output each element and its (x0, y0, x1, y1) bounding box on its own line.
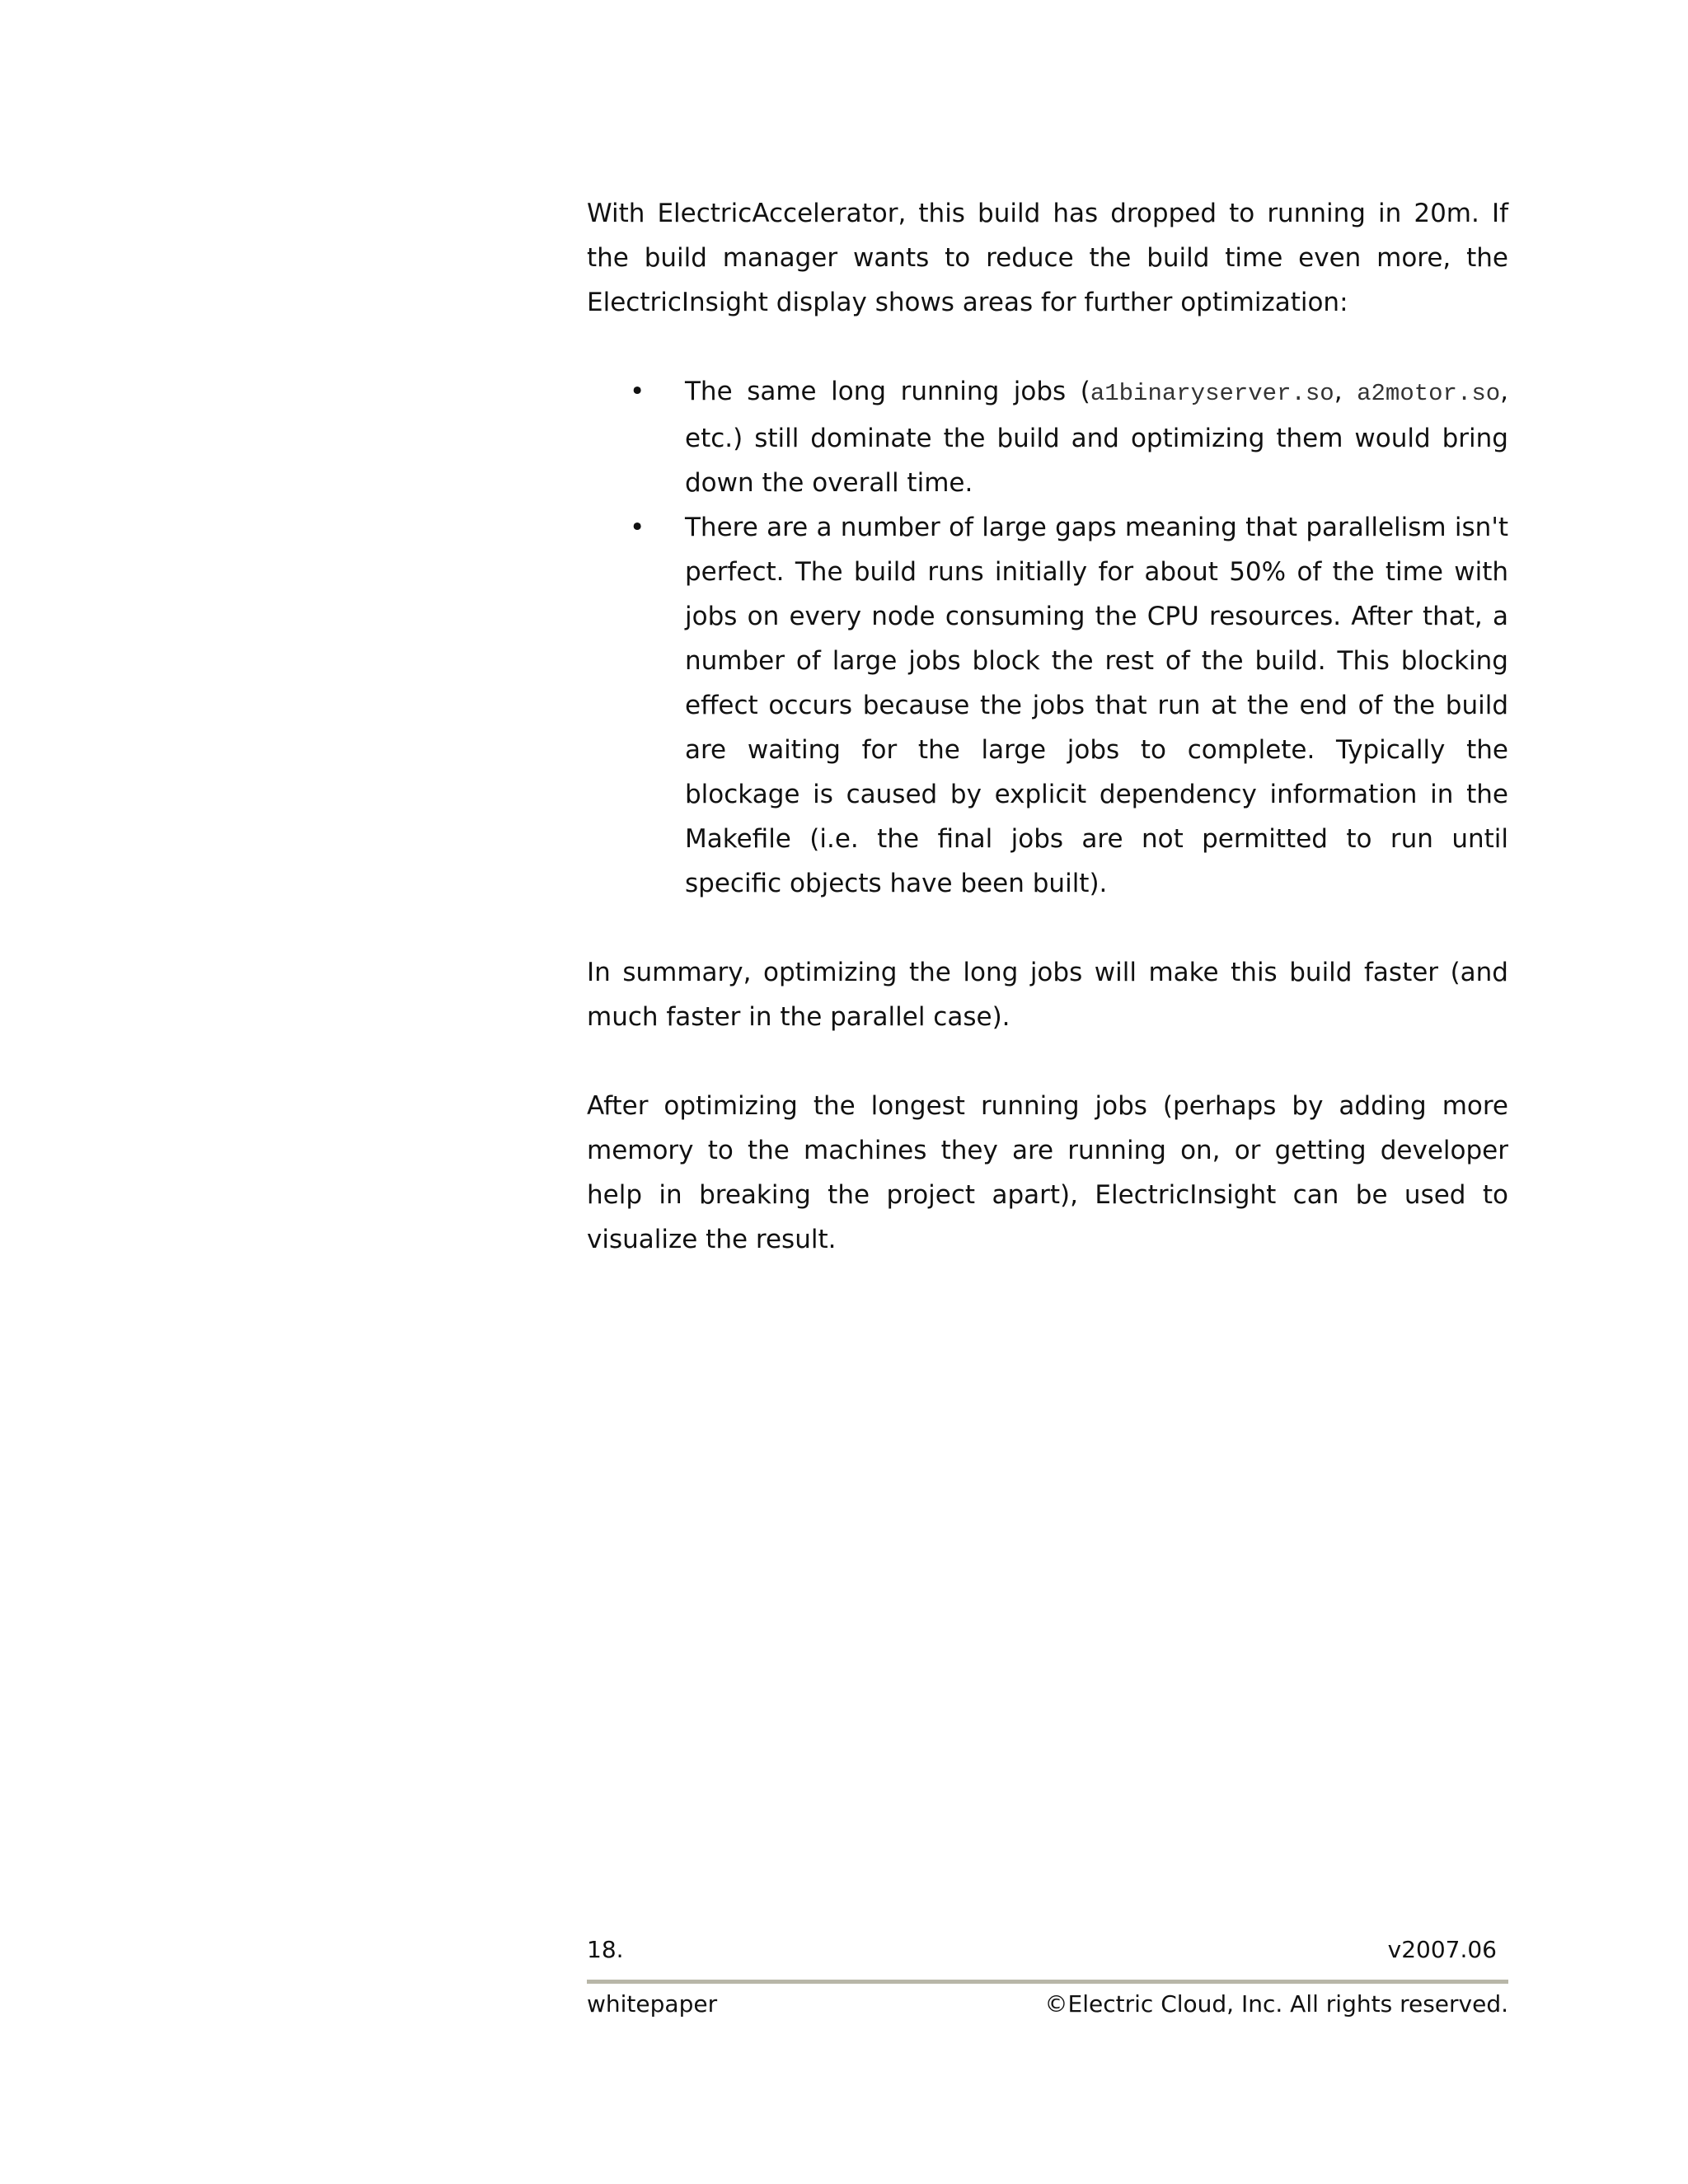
code-file-name: a2motor.so (1357, 380, 1501, 407)
bullet-icon: • (630, 513, 645, 542)
intro-paragraph: With ElectricAccelerator, this build has dropped to running in 20m. If the build manager wants to reduce the build time even more, the ElectricInsight display shows areas for further optimization: (587, 199, 1508, 317)
bullet-list (587, 369, 1508, 906)
footer-divider (587, 1980, 1508, 1984)
code-file-name: a1binaryserver.so (1090, 380, 1334, 407)
footer-row (587, 1988, 1508, 2021)
bullet-item-long-jobs (587, 369, 1508, 505)
bullet-text-separator: , (1334, 377, 1357, 406)
bullet-icon: • (630, 377, 645, 406)
copyright-notice: ©Electric Cloud, Inc. All rights reserved. (1044, 1990, 1508, 2018)
spacer (587, 325, 1508, 369)
spacer (587, 1039, 1508, 1084)
closing-paragraph: After optimizing the longest running jobs (perhaps by adding more memory to the machines they are running on, or getting developer help in breaking the project apart), ElectricInsight can be used to visualize the result. (587, 1091, 1508, 1254)
bullet-text-lead: The same long running jobs ( (685, 377, 1090, 406)
version-label: v2007.06 (1387, 1936, 1497, 1963)
document-type: whitepaper (587, 1990, 718, 2018)
bullet-text: There are a number of large gaps meaning that parallelism isn't perfect. The build runs initially for about 50% of the time with jobs on every node consuming the CPU resources. After that, a number of large jobs block the rest of the build. This blocking effect occurs because the jobs that run at the end of the build are waiting for the large jobs to complete. Typically the blockage is caused by explicit dependency information in the Makefile (i.e. the final jobs are not permitted to run until specific objects have been built). (685, 513, 1508, 898)
spacer (587, 906, 1508, 950)
bullet-item-gaps (587, 505, 1508, 906)
page-body (587, 191, 1508, 1262)
footer-header-row (587, 1933, 1508, 1966)
page-number: 18. (587, 1936, 624, 1963)
summary-paragraph: In summary, optimizing the long jobs will make this build faster (and much faster in the parallel case). (587, 958, 1508, 1032)
bullet-text-tail: , etc.) still dominate the build and optimizing them would bring down the overall time. (685, 377, 1508, 498)
